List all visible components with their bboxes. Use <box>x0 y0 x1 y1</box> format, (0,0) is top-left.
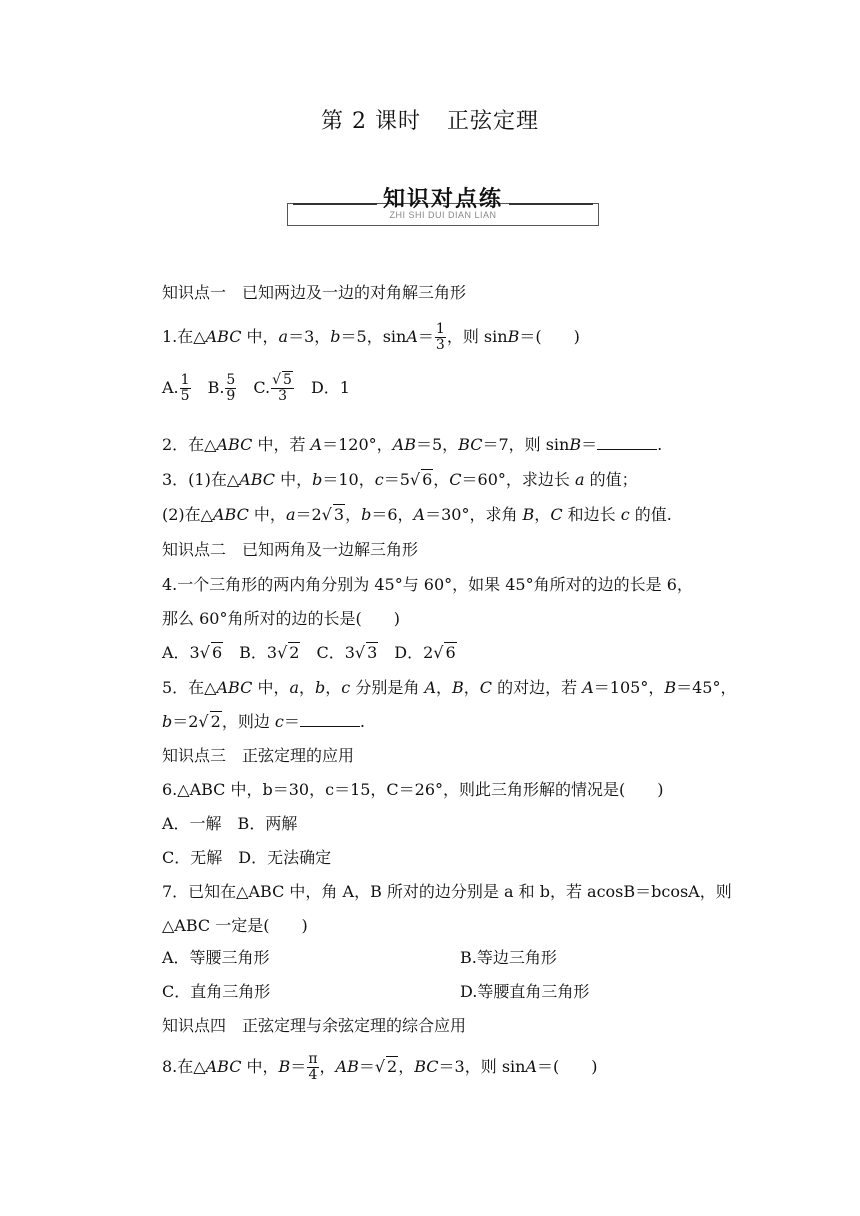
question-6-options-2: C．无解 D．无法确定 <box>162 848 332 867</box>
question-1: 1.在△ABC 中，a＝3，b＝5，sinA＝ $\frac{1}{3}$ ，则 sinB＝( ) <box>162 321 580 353</box>
question-8: 8.在△ABC 中，B＝ $\frac{\pi}{4}$ ，AB＝√ 2，BC＝3，则 sinA＝( ) <box>162 1051 598 1083</box>
section-banner <box>287 179 599 227</box>
knowledge-point-4: 知识点四 正弦定理与余弦定理的综合应用 <box>162 1016 467 1035</box>
question-7-option-b: B.等边三角形 <box>460 948 557 967</box>
question-4-line2: 那么 60°角所对的边的长是( ) <box>162 609 400 628</box>
question-1-options: A. $\frac{1}{5}$ B. $\frac{5}{9}$ C. $\frac{√ 5}{3}$ D．1 <box>162 372 350 404</box>
question-3-2: (2)在△ABC 中，a＝2√ 3，b＝6，A＝30°，求角 B，C 和边长 c 的值. <box>162 505 672 524</box>
question-3-1: 3．(1)在△ABC 中，b＝10，c＝5√ 6，C＝60°，求边长 a 的值； <box>162 470 638 489</box>
question-7-line2: △ABC 一定是( ) <box>162 916 308 935</box>
question-5-line2: b＝2√ 2，则边 c＝ . <box>162 712 365 731</box>
question-7-option-d: D.等腰直角三角形 <box>460 982 590 1001</box>
page-title: 第 2 课时 正弦定理 <box>321 109 539 134</box>
question-2: 2．在△ABC 中，若 A＝120°，AB＝5，BC＝7，则 sinB＝ . <box>162 435 663 454</box>
knowledge-point-3: 知识点三 正弦定理的应用 <box>162 746 355 765</box>
question-6: 6.△ABC 中，b＝30，c＝15，C＝26°，则此三角形解的情况是( ) <box>162 780 664 799</box>
question-7-option-c: C．直角三角形 <box>162 982 271 1001</box>
banner-subtitle: ZHI SHI DUI DIAN LIAN <box>389 210 497 220</box>
question-6-options-1: A．一解 B．两解 <box>162 814 298 833</box>
question-7-line1: 7．已知在△ABC 中，角 A，B 所对的边分别是 a 和 b，若 acosB＝bcosA，则 <box>162 882 732 901</box>
knowledge-point-2: 知识点二 已知两角及一边解三角形 <box>162 540 419 559</box>
banner-title: 知识对点练 <box>382 186 503 212</box>
question-5-line1: 5．在△ABC 中，a，b，c 分别是角 A，B，C 的对边，若 A＝105°，B＝45°， <box>162 678 737 697</box>
knowledge-point-1: 知识点一 已知两边及一边的对角解三角形 <box>162 283 467 302</box>
question-4-line1: 4.一个三角形的两内角分别为 45°与 60°，如果 45°角所对的边的长是 6， <box>162 575 693 594</box>
question-7-option-a: A．等腰三角形 <box>162 948 270 967</box>
question-4-options: A．3√ 6 B．3√ 2 C．3√ 3 D．2√ 6 <box>162 643 456 662</box>
